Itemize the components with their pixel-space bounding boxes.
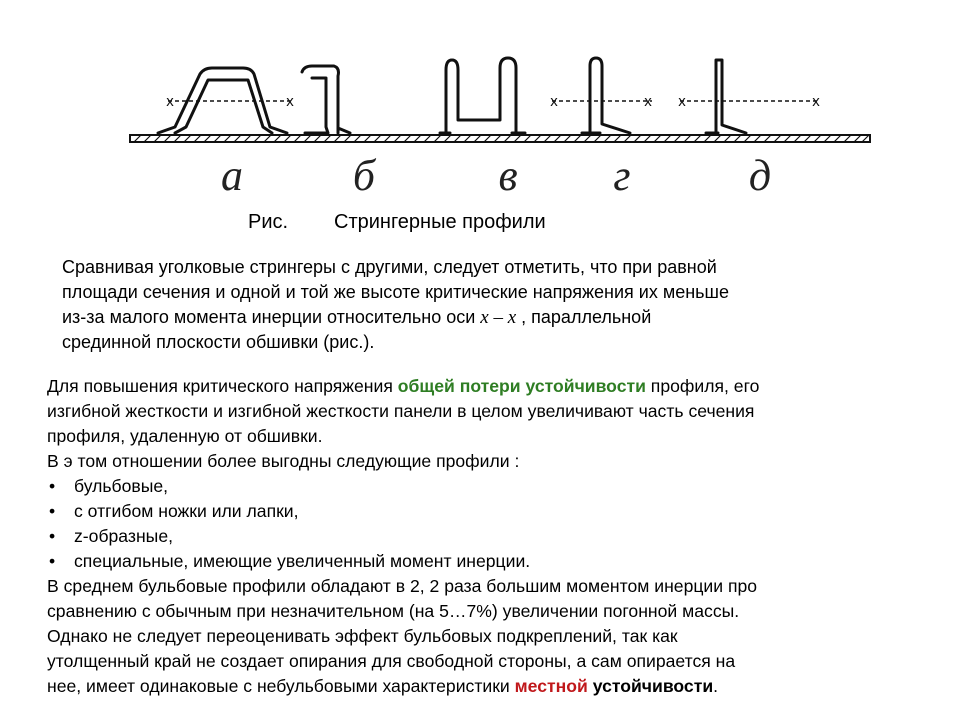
profile-label-g: г [613,151,631,200]
axis-label-d-right: x [812,93,820,110]
profile-label-v: в [498,151,518,200]
profile-b-z [302,66,350,133]
text-fragment: из-за малого момента инерции относительно оси [62,307,481,327]
text-line: В э том отношении более выгодны следующие профили : [47,451,520,471]
list-item-text: с отгибом ножки или лапки, [74,501,299,521]
text-line: утолщенный край не создает опирания для свободной стороны, а сам опирается на [47,651,736,671]
text-line: Однако не следует переоценивать эффект бульбовых подкреплений, так как [47,626,678,646]
bullet-icon: • [49,476,56,496]
list-item [47,499,927,524]
text-fragment: Для повышения критического напряжения [47,376,398,396]
list-item-text: z-образные, [74,526,173,546]
axis-label-d-left: x [678,93,686,110]
text-fragment: нее, имеет одинаковые с небульбовыми характеристики [47,676,515,696]
text-line: профиля, удаленную от обшивки. [47,426,323,446]
highlight-local: местной [514,676,588,696]
list-item [47,549,927,574]
text-line [62,305,902,330]
text-fragment: . [713,676,719,696]
text-line [47,674,927,699]
stringer-profiles-figure [120,40,880,210]
axis-label-g-right: x [644,93,652,110]
profile-label-a: а [221,151,243,200]
text-line: площади сечения и одной и той же высоте критические напряжения их меньше [62,282,729,302]
text-line [47,374,927,399]
text-fragment: , параллельной [516,307,652,327]
bullet-icon: • [49,501,56,521]
paragraph-angle-stringers [62,255,902,355]
text-line: В среднем бульбовые профили обладают в 2, 2 раза большим моментом инерции про [47,576,758,596]
paragraph-bulb-profiles [47,374,927,699]
skin-plate [130,135,870,142]
figure-caption-title: Стрингерные профили [334,211,546,233]
text-line: сравнению с обычным при незначительном (на 5…7%) увеличении погонной массы. [47,601,740,621]
bullet-icon: • [49,551,56,571]
axis-label-g-left: x [550,93,558,110]
text-line: Сравнивая уголковые стрингеры с другими, следует отметить, что при равной [62,257,717,277]
text-line: изгибной жесткости и изгибной жесткости панели в целом увеличивают часть сечения [47,401,755,421]
profile-g-bulb-angle [582,58,630,133]
profile-label-d: д [748,151,772,200]
list-item-text: специальные, имеющие увеличенный момент инерции. [74,551,531,571]
text-line: срединной плоскости обшивки (рис.). [62,332,375,352]
list-item [47,474,927,499]
profile-v-u [440,58,525,133]
bullet-icon: • [49,526,56,546]
highlight-stability: устойчивости [592,676,714,696]
axis-label-a-right: x [286,93,294,110]
profile-label-b: б [352,151,376,200]
axis-label-a-left: x [166,93,174,110]
list-item [47,524,927,549]
highlight-general-stability: общей потери устойчивости [397,376,646,396]
list-item-text: бульбовые, [74,476,169,496]
text-fragment: профиля, его [645,376,760,396]
profile-d-angle [706,60,746,133]
axis-formula: x – x [480,307,517,328]
figure-caption-prefix: Рис. [248,211,289,233]
